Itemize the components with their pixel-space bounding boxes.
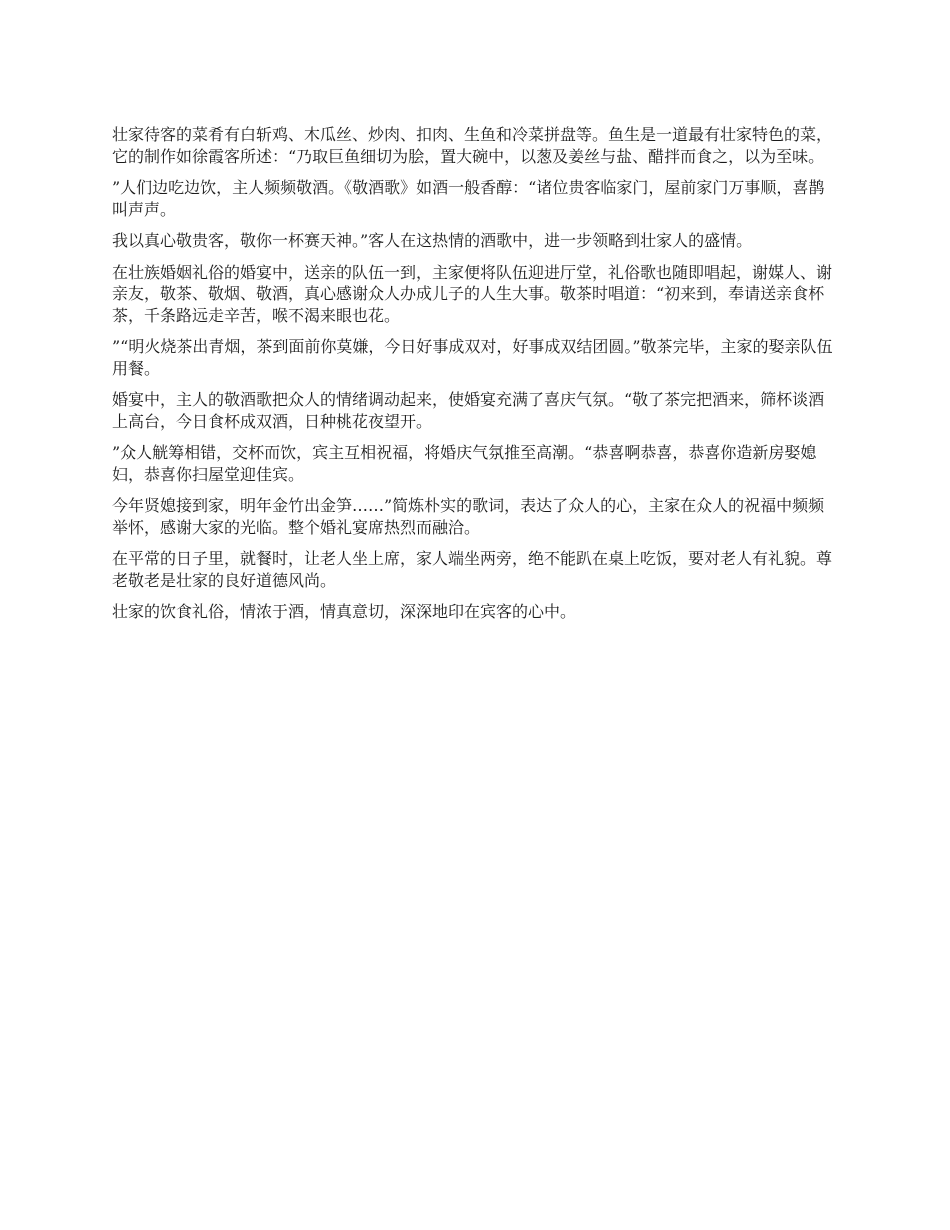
paragraph-7: ”众人觥筹相错，交杯而饮，宾主互相祝福，将婚庆气氛推至高潮。“恭喜啊恭喜，恭喜你造新房娶媳妇，恭喜你扫屋堂迎佳宾。	[112, 443, 817, 484]
paragraph-1: 壮家待客的菜肴有白斩鸡、木瓜丝、炒肉、扣肉、生鱼和冷菜拼盘等。鱼生是一道最有壮家特色的菜，它的制作如徐霞客所述：“乃取巨鱼细切为脍，置大碗中，以葱及姜丝与盐、醋拌而食之，以为至味。	[112, 125, 833, 166]
paragraph-4: 在壮族婚姻礼俗的婚宴中，送亲的队伍一到，主家便将队伍迎进厅堂，礼俗歌也随即唱起，谢媒人、谢亲友，敬茶、敬烟、敬酒，真心感谢众人办成儿子的人生大事。敬茶时唱道：“初来到，奉请送亲食杯茶，千条路远走辛苦，喉不渴来眼也花。	[112, 262, 833, 325]
paragraph-9: 在平常的日子里，就餐时，让老人坐上席，家人端坐两旁，绝不能趴在桌上吃饭，要对老人有礼貌。尊老敬老是壮家的良好道德风尚。	[112, 549, 833, 590]
paragraph-3: 我以真心敬贵客，敬你一杯赛天神。”客人在这热情的酒歌中，进一步领略到壮家人的盛情。	[112, 231, 753, 250]
paragraph-5: ”“明火烧茶出青烟，茶到面前你莫嫌，今日好事成双对，好事成双结团圆。”敬茶完毕，主家的娶亲队伍用餐。	[112, 337, 833, 378]
paragraph-8: 今年贤媳接到家，明年金竹出金笋……”简炼朴实的歌词，表达了众人的心，主家在众人的祝福中频频举怀，感谢大家的光临。整个婚礼宴席热烈而融洽。	[112, 496, 825, 537]
document-body	[112, 124, 840, 633]
paragraph-2: ”人们边吃边饮，主人频频敬酒。《敬酒歌》如酒一般香醇：“诸位贵客临家门，屋前家门万事顺，喜鹊叫声声。	[112, 178, 825, 219]
paragraph-10: 壮家的饮食礼俗，情浓于酒，情真意切，深深地印在宾客的心中。	[112, 602, 577, 621]
paragraph-6: 婚宴中，主人的敬酒歌把众人的情绪调动起来，使婚宴充满了喜庆气氛。“敬了茶完把酒来，筛杯谈酒上高台，今日食杯成双酒，日种桃花夜望开。	[112, 390, 825, 431]
